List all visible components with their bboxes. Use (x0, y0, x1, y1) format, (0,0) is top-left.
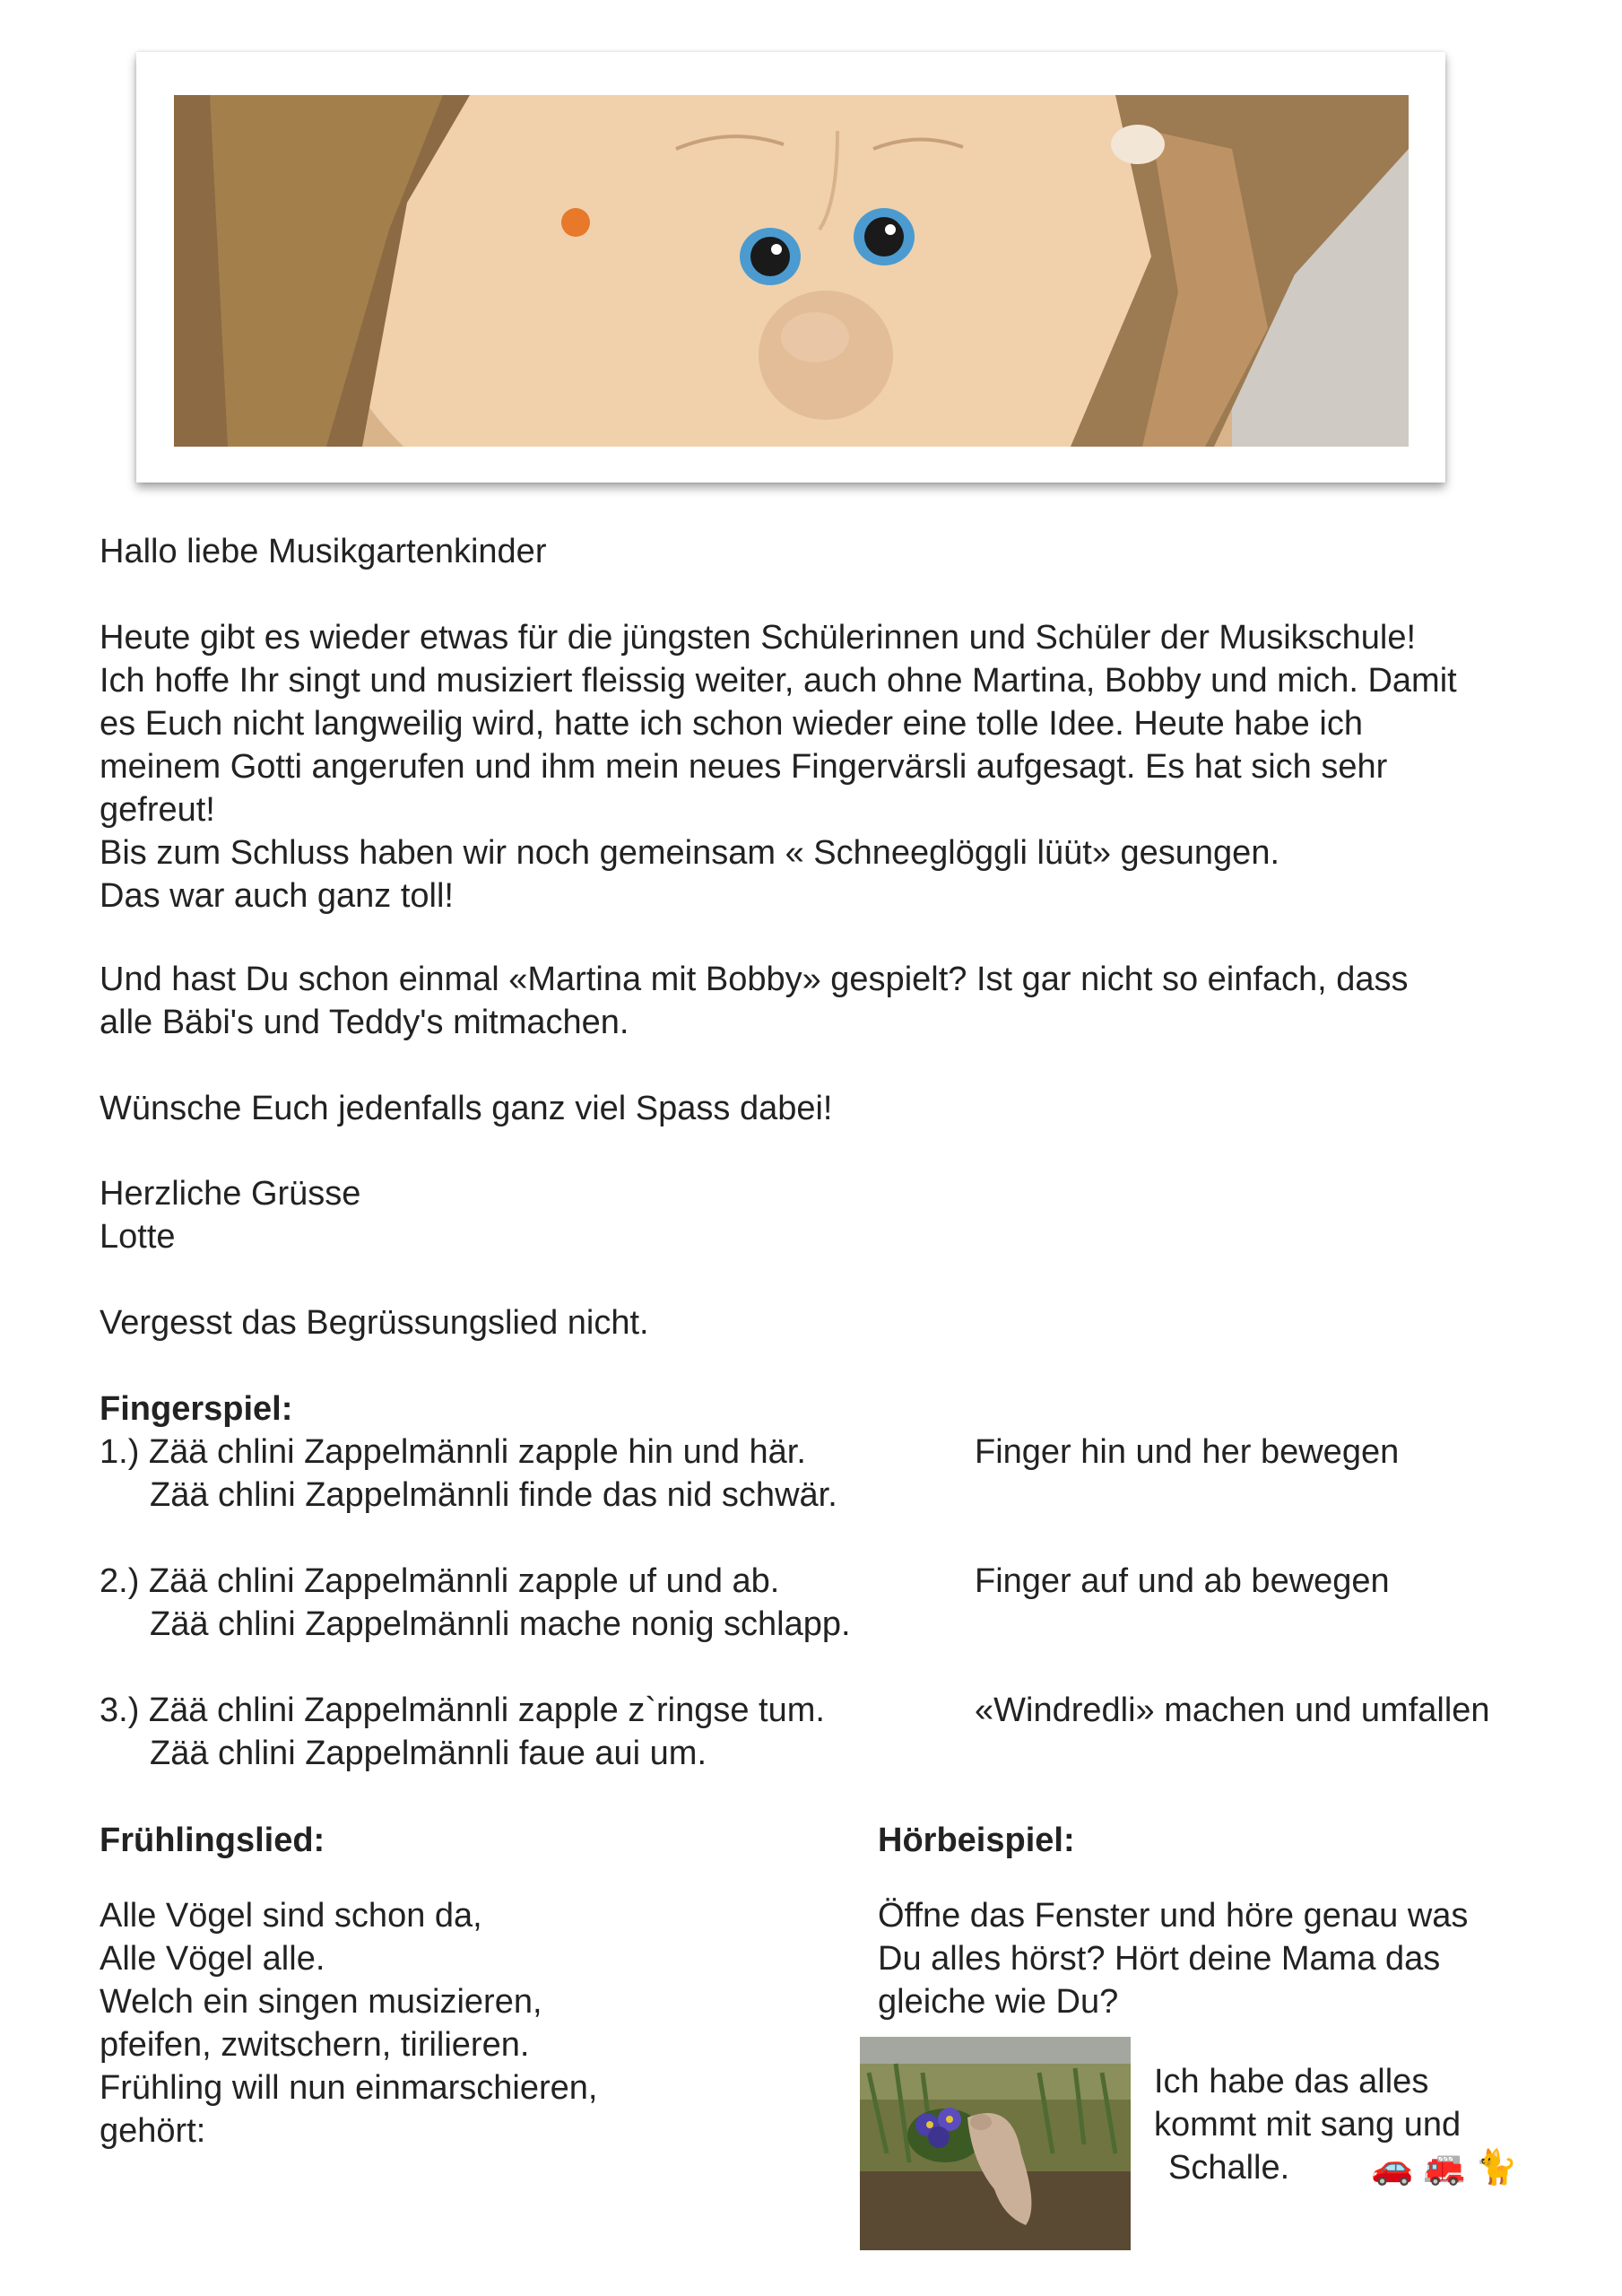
caption-line: kommt mit sang und (1154, 2106, 1462, 2144)
paragraph-line: alle Bäbi's und Teddy's mitmachen. (100, 1004, 629, 1041)
garden-photo (860, 2037, 1131, 2250)
garden-photo-image (860, 2037, 1131, 2250)
header-photo-frame (136, 52, 1445, 483)
hoerbeispiel-line: gleiche wie Du? (878, 1983, 1119, 2021)
reminder: Vergesst das Begrüssungslied nicht. (100, 1304, 649, 1342)
verse-1 (100, 1431, 837, 1517)
verse-line: 2.) Zää chlini Zappelmännli zapple uf und ab. (100, 1562, 780, 1600)
greeting: Hallo liebe Musikgartenkinder (100, 533, 547, 570)
verse-line: Zää chlini Zappelmännli finde das nid schwär. (150, 1476, 837, 1514)
lyric-line: pfeifen, zwitschern, tirilieren. (100, 2026, 530, 2064)
caption (1154, 2060, 1517, 2189)
lyric-line: Alle Vögel sind schon da, (100, 1897, 482, 1935)
fruehlingslied-heading: Frühlingslied: (100, 1822, 325, 1859)
intro-line: Heute gibt es wieder etwas für die jüngsten Schülerinnen und Schüler der Musikschule! (100, 619, 1417, 657)
verse-3 (100, 1689, 825, 1775)
verse-2-action: Finger auf und ab bewegen (975, 1562, 1390, 1600)
closing-greeting: Herzliche Grüsse (100, 1175, 361, 1213)
hoerbeispiel-line: Du alles hörst? Hört deine Mama das (878, 1940, 1441, 1978)
verse-line: Zää chlini Zappelmännli mache nonig schlapp. (150, 1605, 851, 1643)
puppet-face-image (174, 95, 1409, 447)
verse-line: Zää chlini Zappelmännli faue aui um. (150, 1735, 707, 1772)
car-icon: 🚗 (1371, 2149, 1414, 2187)
intro-line: es Euch nicht langweilig wird, hatte ich schon wieder eine tolle Idee. Heute habe ich (100, 705, 1363, 743)
hoerbeispiel-text (878, 1894, 1468, 2023)
caption-line: Schalle. (1168, 2149, 1290, 2187)
intro-line: Bis zum Schluss haben wir noch gemeinsam « Schneeglöggli lüüt» gesungen. (100, 834, 1280, 872)
fruehlingslied-lyrics (100, 1894, 597, 2152)
lyric-line: Frühling will nun einmarschieren, (100, 2069, 598, 2107)
caption-line: Ich habe das alles (1154, 2063, 1429, 2100)
intro-line: Ich hoffe Ihr singt und musiziert fleissig weiter, auch ohne Martina, Bobby und mich. Damit (100, 662, 1457, 700)
caption-line (1154, 2146, 1517, 2189)
signature: Lotte (100, 1218, 176, 1256)
hoerbeispiel-heading: Hörbeispiel: (878, 1822, 1075, 1859)
second-paragraph (100, 958, 1409, 1044)
fire-engine-icon: 🚒 (1423, 2149, 1466, 2187)
intro-line: meinem Gotti angerufen und ihm mein neues Fingervärsli aufgesagt. Es hat sich sehr (100, 748, 1388, 786)
header-photo (174, 95, 1409, 447)
verse-1-action: Finger hin und her bewegen (975, 1433, 1400, 1471)
verse-3-action: «Windredli» machen und umfallen (975, 1692, 1490, 1729)
cat-icon: 🐈 (1475, 2149, 1518, 2187)
verse-line: 3.) Zää chlini Zappelmännli zapple z`ringse tum. (100, 1692, 825, 1729)
verse-line: 1.) Zää chlini Zappelmännli zapple hin und här. (100, 1433, 806, 1471)
fingerspiel-heading: Fingerspiel: (100, 1390, 293, 1428)
intro-paragraph (100, 616, 1457, 918)
closing (100, 1172, 360, 1258)
wish-paragraph: Wünsche Euch jedenfalls ganz viel Spass dabei! (100, 1090, 833, 1127)
lyric-line: Alle Vögel alle. (100, 1940, 325, 1978)
lyric-line: Welch ein singen musizieren, (100, 1983, 542, 2021)
caption-heard: gehört: (100, 2112, 206, 2150)
intro-line: gefreut! (100, 791, 215, 829)
paragraph-line: Und hast Du schon einmal «Martina mit Bobby» gespielt? Ist gar nicht so einfach, dass (100, 961, 1409, 998)
intro-line: Das war auch ganz toll! (100, 877, 454, 915)
hoerbeispiel-line: Öffne das Fenster und höre genau was (878, 1897, 1469, 1935)
verse-2 (100, 1560, 851, 1646)
